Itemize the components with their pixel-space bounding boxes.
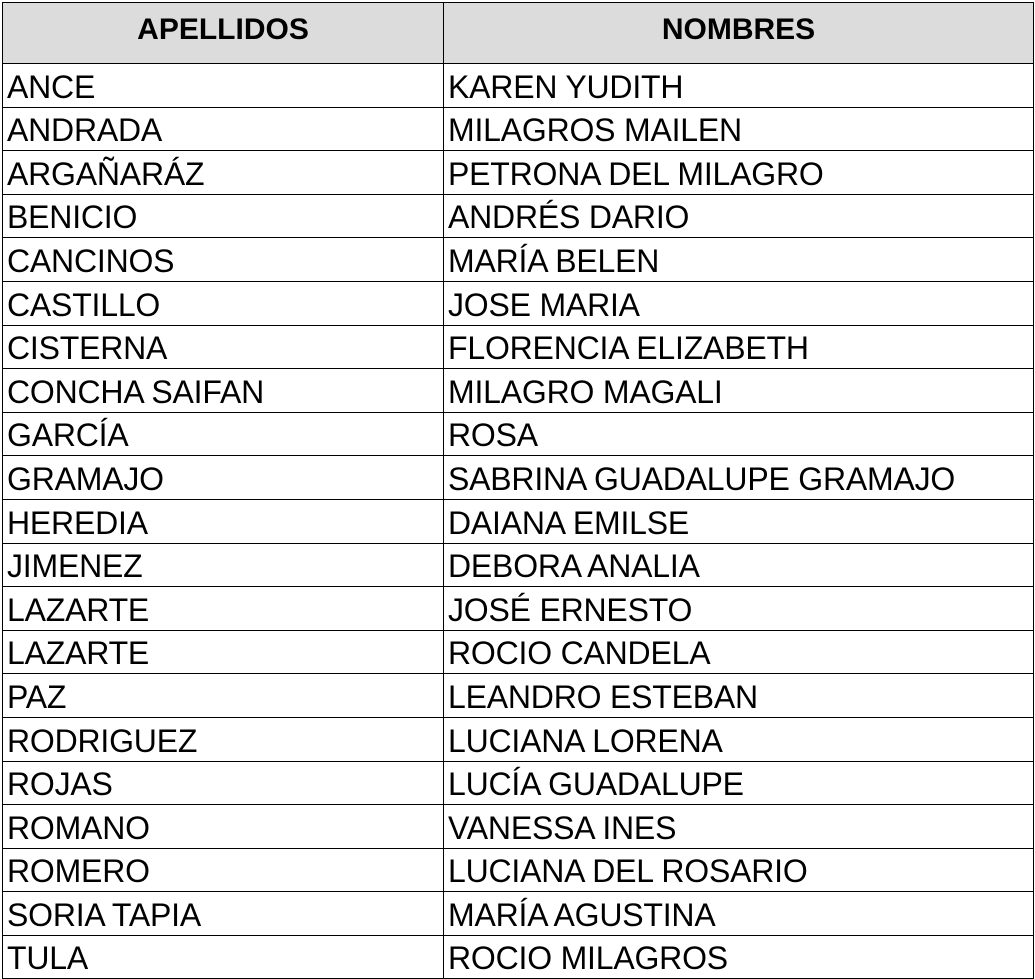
table-row xyxy=(3,630,1034,674)
table-row xyxy=(3,543,1034,587)
cell-apellidos: TULA xyxy=(3,935,444,979)
cell-nombres: ROCIO MILAGROS xyxy=(444,935,1034,979)
cell-nombres: VANESSA INES xyxy=(444,805,1034,849)
table-row xyxy=(3,499,1034,543)
cell-nombres: LUCIANA DEL ROSARIO xyxy=(444,848,1034,892)
table-body xyxy=(3,64,1034,979)
table-row xyxy=(3,456,1034,500)
cell-nombres: JOSÉ ERNESTO xyxy=(444,587,1034,631)
cell-apellidos: LAZARTE xyxy=(3,630,444,674)
column-header-apellidos: APELLIDOS xyxy=(3,3,444,64)
column-header-nombres: NOMBRES xyxy=(444,3,1034,64)
cell-apellidos: ROMANO xyxy=(3,805,444,849)
cell-apellidos: HEREDIA xyxy=(3,499,444,543)
cell-apellidos: CISTERNA xyxy=(3,325,444,369)
cell-nombres: DEBORA ANALIA xyxy=(444,543,1034,587)
table-row xyxy=(3,369,1034,413)
cell-apellidos: ROJAS xyxy=(3,761,444,805)
cell-apellidos: ARGAÑARÁZ xyxy=(3,151,444,195)
cell-nombres: MILAGROS MAILEN xyxy=(444,107,1034,151)
cell-apellidos: ROMERO xyxy=(3,848,444,892)
cell-apellidos: CASTILLO xyxy=(3,281,444,325)
names-table xyxy=(2,2,1034,979)
cell-apellidos: GRAMAJO xyxy=(3,456,444,500)
table-row xyxy=(3,892,1034,936)
cell-nombres: FLORENCIA ELIZABETH xyxy=(444,325,1034,369)
table-row xyxy=(3,325,1034,369)
cell-apellidos: JIMENEZ xyxy=(3,543,444,587)
table-row xyxy=(3,107,1034,151)
table-header-row xyxy=(3,3,1034,64)
table-row xyxy=(3,194,1034,238)
table-row xyxy=(3,587,1034,631)
cell-apellidos: RODRIGUEZ xyxy=(3,717,444,761)
cell-nombres: ROCIO CANDELA xyxy=(444,630,1034,674)
cell-apellidos: BENICIO xyxy=(3,194,444,238)
table-row xyxy=(3,151,1034,195)
table-row xyxy=(3,935,1034,979)
table-row xyxy=(3,674,1034,718)
cell-nombres: LUCIANA LORENA xyxy=(444,717,1034,761)
table-row xyxy=(3,761,1034,805)
cell-nombres: ROSA xyxy=(444,412,1034,456)
table-row xyxy=(3,412,1034,456)
cell-nombres: DAIANA EMILSE xyxy=(444,499,1034,543)
cell-apellidos: GARCÍA xyxy=(3,412,444,456)
cell-nombres: KAREN YUDITH xyxy=(444,64,1034,108)
cell-apellidos: LAZARTE xyxy=(3,587,444,631)
table-row xyxy=(3,64,1034,108)
cell-apellidos: CONCHA SAIFAN xyxy=(3,369,444,413)
cell-nombres: PETRONA DEL MILAGRO xyxy=(444,151,1034,195)
cell-nombres: MARÍA BELEN xyxy=(444,238,1034,282)
cell-nombres: ANDRÉS DARIO xyxy=(444,194,1034,238)
table-row xyxy=(3,238,1034,282)
table-row xyxy=(3,717,1034,761)
cell-apellidos: PAZ xyxy=(3,674,444,718)
cell-nombres: MILAGRO MAGALI xyxy=(444,369,1034,413)
cell-apellidos: CANCINOS xyxy=(3,238,444,282)
table-row xyxy=(3,281,1034,325)
table-row xyxy=(3,805,1034,849)
cell-nombres: LUCÍA GUADALUPE xyxy=(444,761,1034,805)
cell-apellidos: ANDRADA xyxy=(3,107,444,151)
table-row xyxy=(3,848,1034,892)
cell-nombres: SABRINA GUADALUPE GRAMAJO xyxy=(444,456,1034,500)
cell-apellidos: SORIA TAPIA xyxy=(3,892,444,936)
cell-apellidos: ANCE xyxy=(3,64,444,108)
cell-nombres: JOSE MARIA xyxy=(444,281,1034,325)
cell-nombres: MARÍA AGUSTINA xyxy=(444,892,1034,936)
cell-nombres: LEANDRO ESTEBAN xyxy=(444,674,1034,718)
